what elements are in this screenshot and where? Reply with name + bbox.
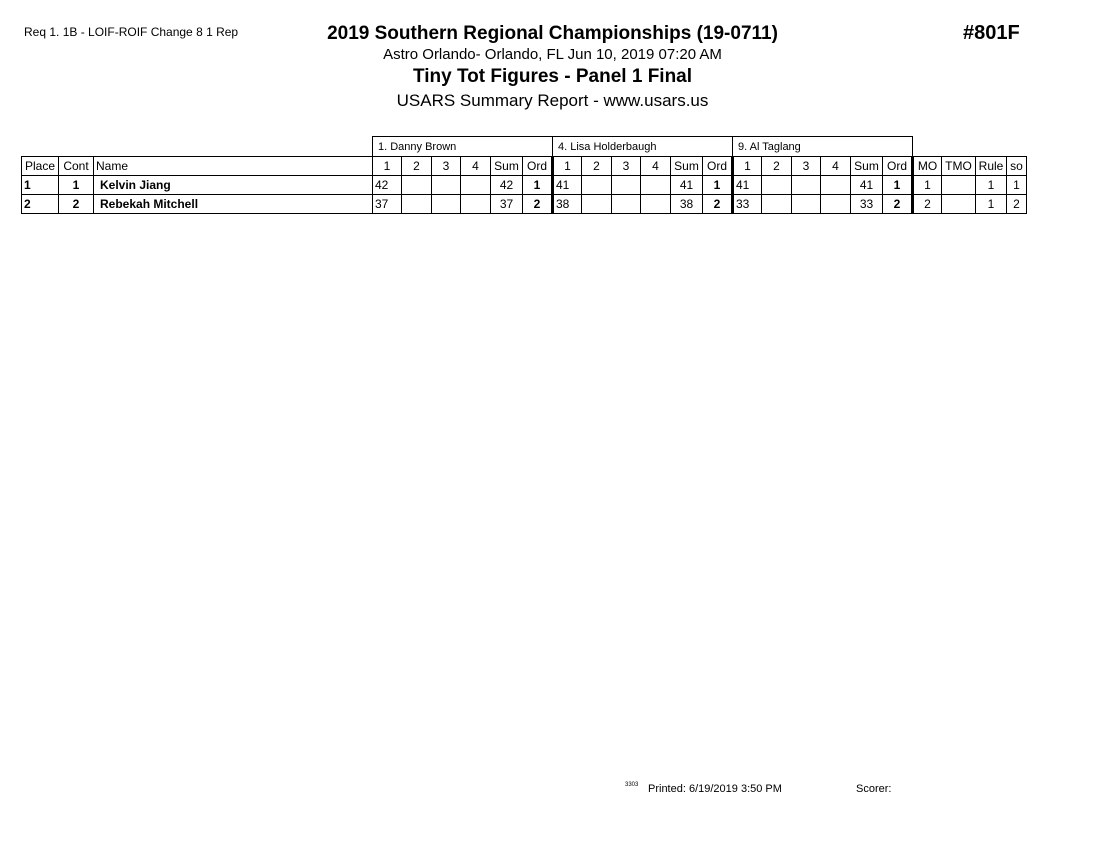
score-cell — [612, 176, 641, 195]
request-info: Req 1. 1B - LOIF-ROIF Change 8 1 Rep — [24, 25, 239, 39]
score-cell — [641, 176, 671, 195]
judge-2-name: 4. Lisa Holderbaugh — [553, 137, 733, 157]
col-j1-1: 1 — [373, 157, 402, 176]
score-cell — [762, 176, 792, 195]
score-cell — [582, 176, 612, 195]
score-cell: 38 — [553, 195, 582, 214]
col-j2-3: 3 — [612, 157, 641, 176]
col-j1-3: 3 — [432, 157, 461, 176]
col-j3-1: 1 — [733, 157, 762, 176]
judge-3-name: 9. Al Taglang — [733, 137, 913, 157]
col-place: Place — [22, 157, 59, 176]
sum-cell: 41 — [671, 176, 703, 195]
score-cell — [461, 195, 491, 214]
score-cell — [641, 195, 671, 214]
col-so: so — [1007, 157, 1027, 176]
score-cell — [612, 195, 641, 214]
score-cell — [582, 195, 612, 214]
ordinal-cell: 1 — [703, 176, 733, 195]
judge-1-name: 1. Danny Brown — [373, 137, 553, 157]
col-j3-4: 4 — [821, 157, 851, 176]
col-j1-sum: Sum — [491, 157, 523, 176]
sum-cell: 41 — [851, 176, 883, 195]
col-tmo: TMO — [942, 157, 976, 176]
table-row — [22, 176, 1027, 195]
ordinal-cell: 2 — [883, 195, 913, 214]
rule-cell: 1 — [976, 176, 1007, 195]
sum-cell: 42 — [491, 176, 523, 195]
score-cell: 37 — [373, 195, 402, 214]
sum-cell: 33 — [851, 195, 883, 214]
mo-cell: 1 — [913, 176, 942, 195]
score-cell — [432, 176, 461, 195]
table-row — [22, 195, 1027, 214]
competition-title: 2019 Southern Regional Championships (19-0711) — [327, 23, 778, 44]
so-cell: 1 — [1007, 176, 1027, 195]
event-number: #801F — [963, 22, 1020, 44]
score-cell — [821, 176, 851, 195]
report-header — [300, 22, 805, 112]
mo-cell: 2 — [913, 195, 942, 214]
ordinal-cell: 2 — [523, 195, 553, 214]
scorer-label: Scorer: — [856, 783, 892, 795]
place-cell: 2 — [22, 195, 59, 214]
col-j2-4: 4 — [641, 157, 671, 176]
score-cell — [821, 195, 851, 214]
col-j1-ord: Ord — [523, 157, 553, 176]
score-cell: 33 — [733, 195, 762, 214]
col-j1-2: 2 — [402, 157, 432, 176]
ordinal-cell: 1 — [523, 176, 553, 195]
score-cell — [792, 176, 821, 195]
sum-cell: 38 — [671, 195, 703, 214]
score-cell — [792, 195, 821, 214]
score-cell — [762, 195, 792, 214]
score-cell — [432, 195, 461, 214]
cont-cell: 2 — [59, 195, 94, 214]
col-cont: Cont — [59, 157, 94, 176]
footer-mark: 3303 — [625, 782, 639, 788]
skater-name: Rebekah Mitchell — [94, 195, 373, 214]
score-cell — [461, 176, 491, 195]
col-name: Name — [94, 157, 373, 176]
score-cell: 41 — [733, 176, 762, 195]
cont-cell: 1 — [59, 176, 94, 195]
col-mo: MO — [913, 157, 942, 176]
venue-date: Astro Orlando- Orlando, FL Jun 10, 2019 07:20 AM — [383, 46, 722, 63]
col-j1-4: 4 — [461, 157, 491, 176]
col-j3-ord: Ord — [883, 157, 913, 176]
tmo-cell — [942, 195, 976, 214]
rule-cell: 1 — [976, 195, 1007, 214]
col-j3-3: 3 — [792, 157, 821, 176]
place-cell: 1 — [22, 176, 59, 195]
score-cell — [402, 176, 432, 195]
skater-name: Kelvin Jiang — [94, 176, 373, 195]
column-header-row — [22, 157, 1027, 176]
col-j3-sum: Sum — [851, 157, 883, 176]
ordinal-cell: 2 — [703, 195, 733, 214]
col-j2-ord: Ord — [703, 157, 733, 176]
so-cell: 2 — [1007, 195, 1027, 214]
score-cell — [402, 195, 432, 214]
printed-timestamp: Printed: 6/19/2019 3:50 PM — [648, 783, 782, 795]
score-cell: 41 — [553, 176, 582, 195]
col-j2-2: 2 — [582, 157, 612, 176]
summary-table — [21, 136, 1027, 214]
sum-cell: 37 — [491, 195, 523, 214]
report-name: USARS Summary Report - www.usars.us — [396, 91, 709, 110]
col-j3-2: 2 — [762, 157, 792, 176]
col-rule: Rule — [976, 157, 1007, 176]
judge-header-row — [22, 137, 1027, 157]
tmo-cell — [942, 176, 976, 195]
col-j2-sum: Sum — [671, 157, 703, 176]
col-j2-1: 1 — [553, 157, 582, 176]
ordinal-cell: 1 — [883, 176, 913, 195]
score-cell: 42 — [373, 176, 402, 195]
event-name: Tiny Tot Figures - Panel 1 Final — [412, 66, 693, 87]
